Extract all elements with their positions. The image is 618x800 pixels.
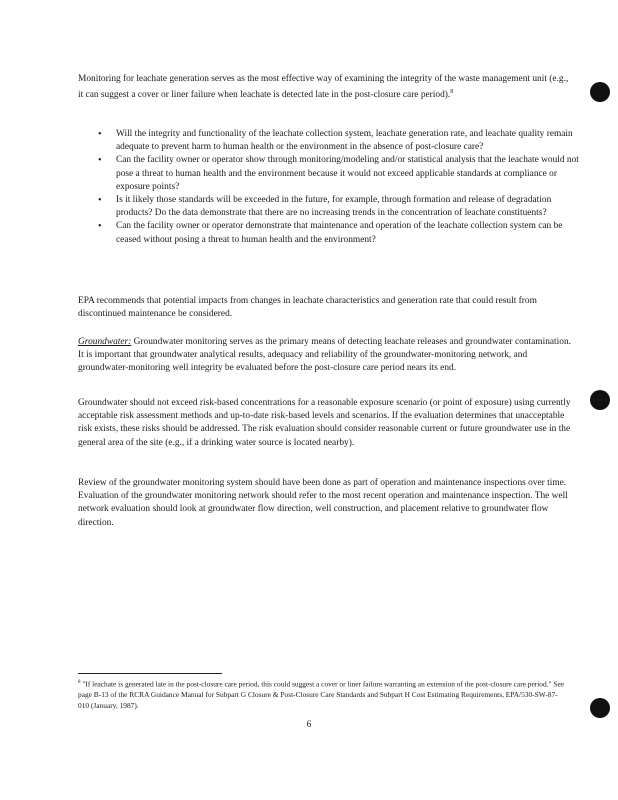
intro-footnote-ref: 8: [450, 89, 454, 96]
groundwater-heading: Groundwater:: [78, 337, 132, 347]
footnote: [78, 678, 568, 711]
groundwater-text: Groundwater monitoring serves as the primary means of detecting leachate releases and groundwater contamination. It is important that groundwater analytical results, adequacy and reliability of the groundwater-monitoring network, and groundwater-monitoring well integrity be evaluated before the post-closure care period nears its end.: [78, 337, 571, 374]
epa-paragraph: EPA recommends that potential impacts from changes in leachate characteristics and generation rate that could result from discontinued maintenance be considered.: [78, 296, 537, 320]
question-list: [98, 128, 586, 247]
review-paragraph: Review of the groundwater monitoring system should have been done as part of operation and maintenance inspections over time. Evaluation of the groundwater monitoring network should refer to the most recent operation and maintenance inspection. The well network evaluation should look at groundwater flow direction, well construction, and placement relative to groundwater flow direction.: [78, 478, 568, 528]
page-number: 6: [306, 720, 312, 730]
hole-punch-top: [590, 82, 610, 102]
footnote-text: "If leachate is generated late in the post-closure care period, this could suggest a cover or liner failure warranting an extension of the post-closure care period." See page B-13 of the RCRA Guidance Manual for Subpart G Closure & Post-Closure Care Standards and Subpart H Cost Estimating Requirements, EPA/530-SW-87-010 (January, 1987).: [78, 679, 565, 710]
footnote-mark: 8: [78, 680, 81, 685]
intro-paragraph: [78, 73, 572, 103]
intro-text: Monitoring for leachate generation serves as the most effective way of examining the integrity of the waste management unit (e.g., it can suggest a cover or liner failure when leachate is detected late in the post-closure care period).: [78, 74, 569, 101]
list-item: • Can the facility owner or operator show through monitoring/modeling and/or statistical analysis that the leachate would not pose a threat to human health and the environment because it would not exceed applicable standards at compliance or exposure points?: [116, 154, 586, 194]
footnote-divider: [78, 673, 222, 674]
hole-punch-middle: [590, 390, 610, 410]
risk-paragraph: Groundwater should not exceed risk-based concentrations for a reasonable exposure scenario (or point of exposure) using currently acceptable risk assessment methods and up-to-date risk-based levels and scenarios. If the evaluation determines that unacceptable risk exists, these risks should be addressed. The risk evaluation should consider reasonable current or future groundwater use in the general area of the site (e.g., if a drinking water source is located nearby).: [78, 398, 571, 448]
list-item: • Is it likely those standards will be exceeded in the future, for example, through formation and release of degradation products? Do the data demonstrate that there are no increasing trends in the concentration of leachate constituents?: [116, 194, 586, 220]
hole-punch-bottom: [590, 698, 610, 718]
list-item: • Will the integrity and functionality of the leachate collection system, leachate generation rate, and leachate quality remain adequate to prevent harm to human health or the environment in the absence of post-closure care?: [116, 128, 586, 154]
groundwater-paragraph: [78, 336, 572, 376]
list-item: • Can the facility owner or operator demonstrate that maintenance and operation of the leachate collection system can be ceased without posing a threat to human health and the environment?: [116, 220, 586, 246]
